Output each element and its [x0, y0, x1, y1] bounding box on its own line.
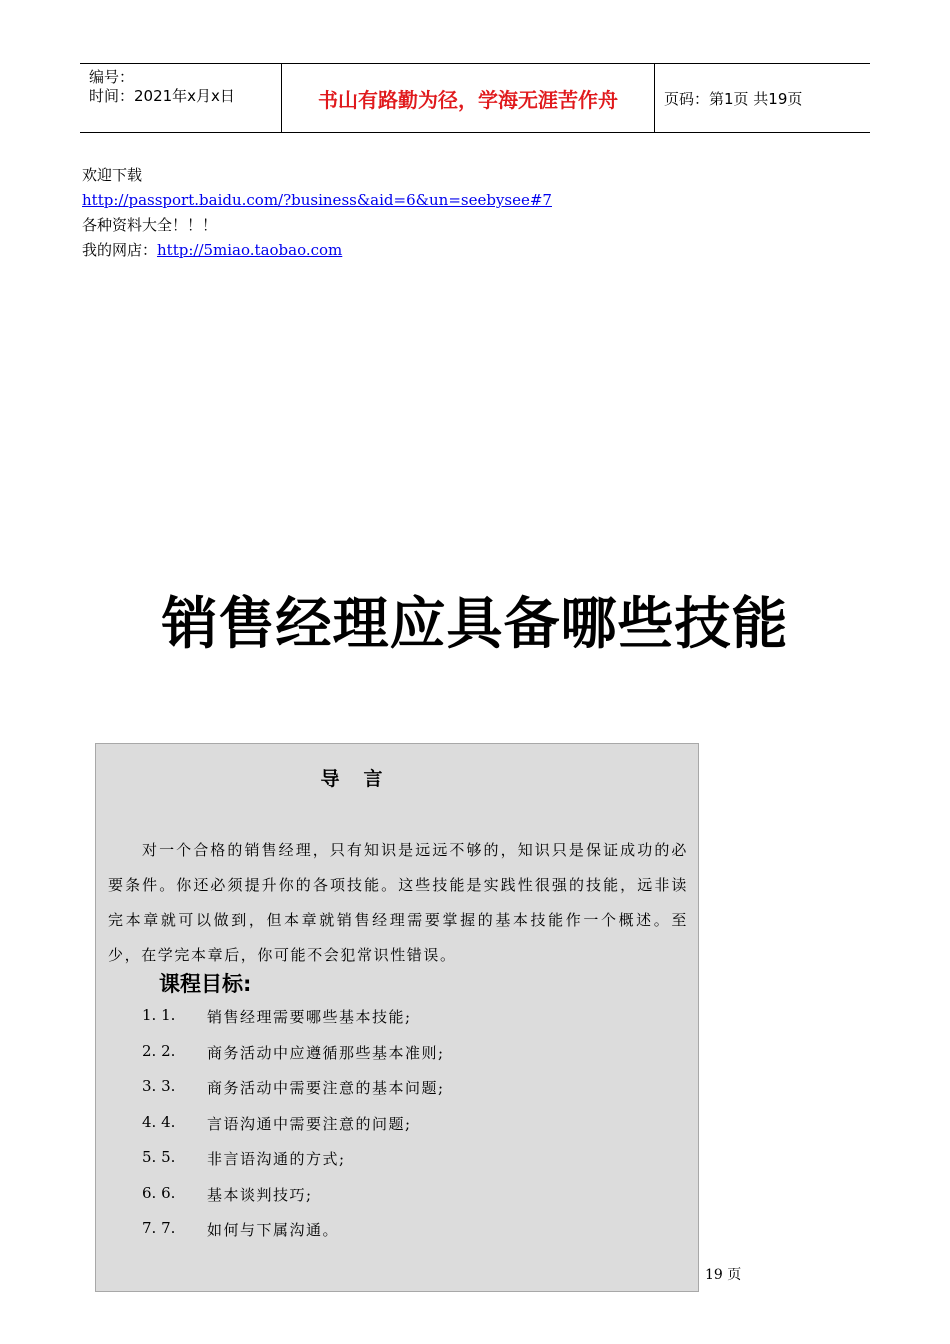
- header-page-info-cell: [655, 64, 870, 132]
- goals-title: 课程目标:: [159, 972, 252, 996]
- document-header: [80, 63, 870, 133]
- goal-number: 4. 4.: [142, 1112, 176, 1131]
- list-item: [142, 1148, 445, 1184]
- time-label: 时间：2021年x月x日: [89, 87, 235, 105]
- goal-text: 商务活动中需要注意的基本问题;: [207, 1079, 445, 1097]
- page-info: 页码：第1页 共19页: [664, 89, 803, 108]
- goal-text: 基本谈判技巧;: [207, 1185, 313, 1204]
- intro-box: [95, 743, 699, 1292]
- goal-number: 3. 3.: [142, 1077, 176, 1095]
- page-marker: 19 页: [705, 1267, 742, 1283]
- header-motto-cell: [281, 64, 655, 132]
- goal-number: 7. 7.: [142, 1219, 176, 1237]
- list-item: [142, 1184, 445, 1220]
- number-label: 编号：: [89, 68, 135, 86]
- goal-text: 商务活动中应遵循那些基本准则;: [207, 1043, 445, 1062]
- download-link[interactable]: http://passport.baidu.com/?business&aid=6&un=seebysee#7: [82, 191, 552, 209]
- list-item: [142, 1113, 445, 1149]
- goals-list: [142, 1006, 445, 1255]
- list-item: [142, 1006, 445, 1042]
- goal-text: 言语沟通中需要注意的问题;: [207, 1114, 412, 1133]
- shop-link[interactable]: http://5miao.taobao.com: [157, 241, 343, 259]
- intro-paragraph: 对一个合格的销售经理，只有知识是远远不够的，知识只是保证成功的必要条件。你还必须提升你的各项技能。这些技能是实践性很强的技能，远非读完本章就可以做到，但本章就销售经理需要掌握的基本技能作一个概述。至少，在学完本章后，你可能不会犯常识性错误。: [108, 841, 688, 964]
- list-item: [142, 1042, 445, 1078]
- intro-block: [82, 163, 552, 263]
- goal-number: 2. 2.: [142, 1041, 176, 1060]
- shop-line: [82, 238, 552, 263]
- goal-number: 6. 6.: [142, 1183, 176, 1202]
- header-meta: [80, 64, 281, 132]
- resources-text: 各种资料大全！！！: [82, 216, 218, 234]
- page-title: 销售经理应具备哪些技能: [161, 592, 789, 657]
- list-item: [142, 1077, 445, 1113]
- goal-text: 如何与下属沟通。: [207, 1221, 340, 1239]
- motto: 书山有路勤为径，学海无涯苦作舟: [318, 87, 618, 112]
- shop-label: 我的网店：: [82, 241, 158, 259]
- welcome-text: 欢迎下载: [82, 166, 143, 184]
- goal-number: 1. 1.: [142, 1006, 176, 1024]
- box-heading: 导言: [320, 768, 407, 790]
- goal-text: 销售经理需要哪些基本技能;: [207, 1008, 412, 1026]
- goal-text: 非言语沟通的方式;: [207, 1150, 346, 1168]
- goal-number: 5. 5.: [142, 1148, 176, 1166]
- list-item: [142, 1219, 445, 1255]
